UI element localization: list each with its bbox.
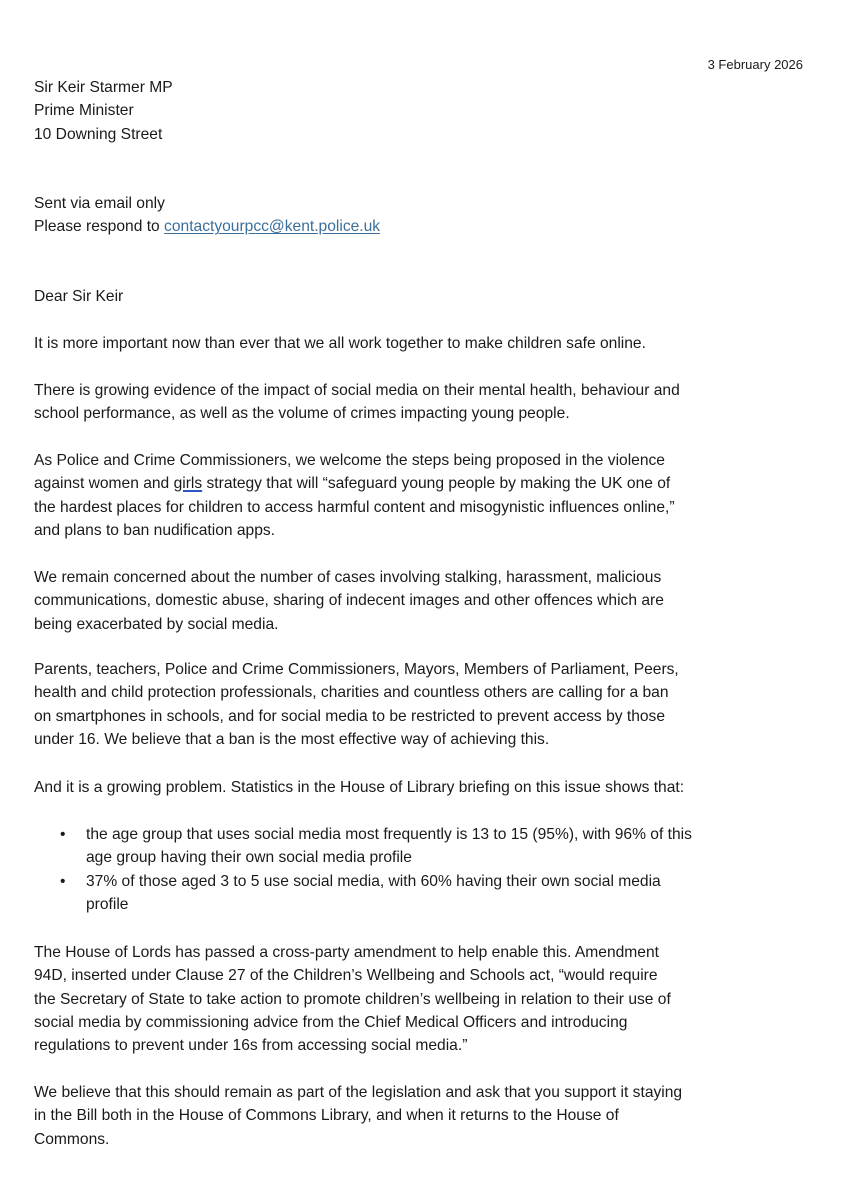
paragraph-8 bbox=[34, 1081, 824, 1151]
spellcheck-flagged-word: girls bbox=[173, 475, 203, 493]
paragraph-line: There is growing evidence of the impact of social media on their mental health, behaviour and bbox=[34, 382, 680, 399]
paragraph-2 bbox=[34, 379, 824, 426]
paragraph-line: 94D, inserted under Clause 27 of the Children’s Wellbeing and Schools act, “would require bbox=[34, 967, 658, 985]
paragraph-line: under 16. We believe that a ban is the most effective way of achieving this. bbox=[34, 730, 550, 748]
paragraph-6 bbox=[34, 776, 824, 799]
paragraph-line: As Police and Crime Commissioners, we welcome the steps being proposed in the violence bbox=[34, 452, 665, 469]
paragraph-line bbox=[34, 472, 824, 495]
list-item-line: the age group that uses social media most frequently is 13 to 15 (95%), with 96% of this bbox=[86, 826, 692, 843]
paragraph-line: It is more important now than ever that we all work together to make children safe online. bbox=[34, 335, 646, 352]
list-item bbox=[34, 870, 824, 917]
paragraph-1 bbox=[34, 332, 824, 355]
letter-date: 3 February 2026 bbox=[707, 57, 803, 72]
salutation bbox=[34, 285, 824, 308]
list-item bbox=[34, 823, 824, 870]
bullet-icon: • bbox=[60, 826, 66, 843]
recipient-address bbox=[34, 76, 824, 146]
paragraph-line: regulations to prevent under 16s from accessing social media.” bbox=[34, 1037, 468, 1055]
statistics-list bbox=[34, 823, 824, 916]
paragraph-line: Parents, teachers, Police and Crime Commissioners, Mayors, Members of Parliament, Peers, bbox=[34, 661, 679, 678]
paragraph-7 bbox=[34, 941, 824, 1057]
paragraph-5 bbox=[34, 658, 824, 751]
paragraph-line: on smartphones in schools, and for social media to be restricted to prevent access by those bbox=[34, 707, 666, 725]
respond-line bbox=[34, 215, 824, 238]
paragraph-3 bbox=[34, 449, 824, 542]
delivery-note bbox=[34, 192, 824, 239]
paragraph-line: in the Bill both in the House of Commons Library, and when it returns to the House of bbox=[34, 1107, 619, 1125]
paragraph-line: school performance, as well as the volume of crimes impacting young people. bbox=[34, 405, 570, 423]
address-line: Prime Minister bbox=[34, 102, 134, 120]
line-segment: against women and bbox=[34, 475, 174, 493]
address-line: 10 Downing Street bbox=[34, 125, 163, 143]
paragraph-line: health and child protection professionals, charities and countless others are calling for a ban bbox=[34, 684, 669, 702]
list-item-line: age group having their own social media profile bbox=[86, 849, 412, 867]
respond-email-link[interactable]: contactyourpcc@kent.police.uk bbox=[164, 218, 381, 236]
line-segment: strategy that will “safeguard young people by making the UK one of bbox=[202, 475, 671, 493]
paragraph-line: And it is a growing problem. Statistics in the House of Library briefing on this issue shows that: bbox=[34, 779, 685, 796]
list-item-line: 37% of those aged 3 to 5 use social media, with 60% having their own social media bbox=[86, 872, 661, 890]
respond-prefix: Please respond to bbox=[34, 218, 165, 236]
paragraph-line: the Secretary of State to take action to promote children’s wellbeing in relation to their use of bbox=[34, 990, 671, 1008]
paragraph-line: communications, domestic abuse, sharing of indecent images and other offences which are bbox=[34, 592, 664, 610]
list-item-line: profile bbox=[86, 895, 129, 913]
paragraph-line: being exacerbated by social media. bbox=[34, 615, 279, 633]
bullet-icon: • bbox=[60, 872, 66, 890]
sent-via-text: Sent via email only bbox=[34, 195, 165, 212]
paragraph-line: social media by commissioning advice from the Chief Medical Officers and introducing bbox=[34, 1013, 628, 1031]
address-line: Sir Keir Starmer MP bbox=[34, 79, 173, 96]
paragraph-line: the hardest places for children to access harmful content and misogynistic influences online,” bbox=[34, 498, 675, 516]
paragraph-line: We believe that this should remain as part of the legislation and ask that you support it staying bbox=[34, 1084, 683, 1101]
bullet-list bbox=[34, 823, 824, 916]
salutation-text: Dear Sir Keir bbox=[34, 288, 124, 305]
paragraph-line: We remain concerned about the number of cases involving stalking, harassment, malicious bbox=[34, 569, 662, 586]
paragraph-4 bbox=[34, 566, 824, 636]
paragraph-line: and plans to ban nudification apps. bbox=[34, 521, 276, 539]
paragraph-line: The House of Lords has passed a cross-party amendment to help enable this. Amendment bbox=[34, 944, 659, 961]
paragraph-line: Commons. bbox=[34, 1130, 110, 1148]
